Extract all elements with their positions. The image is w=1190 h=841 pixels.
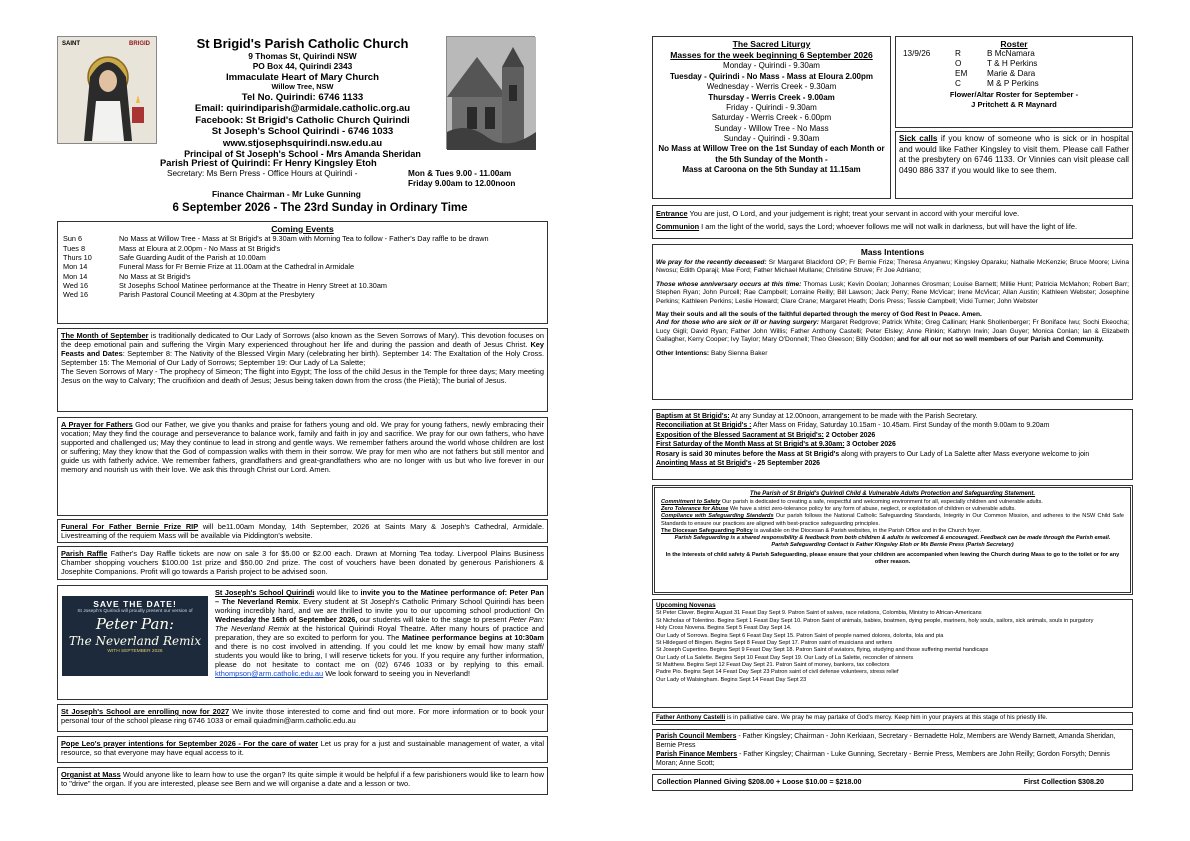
save-the-date-poster [62, 596, 208, 676]
principal-line: Principal of St Joseph's School - Mrs Amanda Sheridan [184, 149, 421, 160]
event-day: Wed 16 [63, 290, 89, 300]
diocesan-policy-text: is available on the Diocesan & Parish websites, in the Parish Office and in the Church foyer. [752, 527, 982, 534]
novena-line: Our Lady of Sorrows. Begins Sept 6 Feast Day Sept 15. Patron Saint of people named dolores, dolorita, lola and pia [656, 632, 944, 639]
sick-list: Margaret Redgrove; Patrick White; Greg Callinan; Hank Shollenberger; Fr Boniface Iwu; Sochi Ekeocha; Lucy Gigli; David Ryan; Father John Willis; Father Anthony Castelli; Peter Elsley; Anne Rinkin; Kathryn Irwin; Joan Guyer; Monica Conlan; Ian & Elizabeth Gallagher, Kerry Cooper; Ivy Taylor; Mary O'Donnell; Theo Gleeson; Billy Godden; [656, 319, 1129, 344]
sacred-liturgy-box [652, 36, 891, 199]
safeguarding-box [652, 485, 1133, 595]
event-day: Thurs 10 [63, 253, 92, 263]
roster-table [899, 49, 1043, 89]
roster-title: Roster [1000, 39, 1028, 49]
enrolling-box [57, 704, 548, 732]
event-row [61, 234, 544, 243]
roster-row [899, 69, 1043, 79]
month-september-text1: is traditionally dedicated to Our Lady of Sorrows (also known as the Seven Sorrows of Mary). This devotion focuses on the deep emotional pain and suffering the Virgin Mary experienced throughout her life and during the passion and death of Jesus Christ. [61, 331, 544, 350]
novena-line: St Hildegard of Bingen. Begins Sept 8 Feast Day Sept 17. Patron saint of musicians and writers [656, 639, 893, 646]
prayer-fathers-text: God our Father, we give you thanks and praise for fathers young and old. We pray for young fathers, newly embracing their vocation; May they find the courage and perseverance to balance work, family and faith in joy and sacrifice. We pray for our own fathers, who have supported and challenged us; May they continue to lead in strong and gentle ways. We remember fathers around the world whose children are lost or suffering; May they know that the God of compassion walks with them in their sorrow. We pray for men who are not fathers but still mentor and guide us with fatherly advice. We remember fathers, grandfathers and great-grandfathers who are no longer with us but who live forever in our memory and nourish us with their love. We ask this through Christ our Lord. Amen. [61, 420, 544, 475]
saint-brigid-icon-image [57, 36, 157, 144]
zero-tolerance-label: Zero Tolerance for Abuse [661, 506, 729, 513]
enrolling-text: We invite those interested to come and find out more. For more information or to book your personal tour of the school please ring 6746 1033 or email quiadmin@arm.catholic.edu.au [61, 707, 545, 726]
sacrament-line [656, 431, 1129, 440]
safeguarding-title: The Parish of St Brigid's Quirindi Child & Vulnerable Adults Protection and Safeguarding Statement. [749, 491, 1036, 497]
coming-events-title: Coming Events [271, 224, 334, 234]
telephone: Tel No. Quirindi: 6746 1133 [241, 91, 364, 103]
coming-events-box [57, 221, 548, 324]
liturgy-line: No Mass at Willow Tree on the 1st Sunday of each Month or the 5th Sunday of the Month - [658, 144, 885, 164]
event-day: Mon 14 [63, 271, 88, 281]
other-intentions-text: Baby Sienna Baker [709, 349, 768, 357]
roster-role: O [955, 59, 962, 69]
roster-role: R [955, 49, 961, 59]
sister-church-name: Immaculate Heart of Mary Church [225, 71, 379, 83]
event-day: Mon 14 [63, 262, 88, 272]
sick-calls-text: if you know of someone who is sick or in hospital and would like Father Kingsley to visit them. Please call Father at the presbytery on 6746 1133. Or Vinnies can visit please call 0490 886 337 if you would like to see them. [899, 134, 1129, 175]
novena-line: Holy Cross Novena. Begins Sept 5 Feast Day Sept 14. [656, 625, 792, 632]
pope-intentions-text: Let us pray for a just and sustainable management of water, a vital resource, so that everyone may have equal access to it. [61, 739, 544, 758]
entrance-text: You are just, O Lord, and your judgement is right; treat your servant in accord with your merciful love. [687, 209, 1020, 218]
sunday-title: 6 September 2026 - The 23rd Sunday in Ordinary Time [172, 202, 468, 214]
secretary-line: Secretary: Ms Bern Press - Office Hours at Quirindi - [167, 169, 358, 178]
event-row [61, 253, 544, 262]
finance-members-heading: Parish Finance Members [656, 751, 738, 759]
novena-line: St Joseph Cupertino. Begins Sept 9 Feast Day Sept 18. Patron Saint of aviators, flying, studying and those suffering mental handicaps [656, 647, 989, 654]
event-text: No Mass at Willow Tree - Mass at St Brigid's at 9.30am with Morning Tea to follow - Father's Day raffle to be drawn [119, 234, 489, 244]
roster-names: B McNamara [987, 49, 1035, 59]
matinee-heading: St Joseph's School Quirindi [215, 588, 315, 597]
communion-heading: Communion [656, 222, 700, 232]
collection-planned: Collection Planned Giving $208.00 + Loose $10.00 = $218.00 [657, 777, 862, 786]
event-text: St Josephs School Matinee performance at the Theatre in Henry Street at 10.30am [119, 281, 387, 291]
event-row [61, 272, 544, 281]
first-collection: First Collection $308.20 [1023, 777, 1104, 786]
sacrament-heading: Anointing Mass at St Brigid's [656, 459, 752, 467]
liturgy-line: Monday - Quirindi - 9.30am [723, 61, 820, 71]
sacrament-heading: Baptism at St Brigid's: [656, 413, 730, 420]
liturgy-line: Saturday - Werris Creek - 6.00pm [711, 113, 832, 123]
sacrament-line [656, 450, 1129, 459]
liturgy-line: Sunday - Willow Tree - No Mass [714, 123, 829, 133]
event-text: Safe Guarding Audit of the Parish at 10.00am [119, 253, 266, 263]
pope-intentions-heading: Pope Leo's prayer intentions for September 2026 - For the care of water [61, 739, 319, 748]
sick-calls-box [895, 131, 1133, 199]
poster-title-line1: Peter Pan: [95, 615, 175, 634]
coming-events-table [61, 234, 544, 299]
roster-names: M & P Perkins [987, 79, 1039, 89]
church-name: St Brigid's Parish Catholic Church [196, 36, 409, 51]
recently-deceased-list: Sr Margaret Blackford OP; Fr Bernie Frize; Theresa Anyanwu; Kingsley Oparaku; Nathalie McKenzie; Bruce Moore; Livina Nwosu; Edith Oparaji; Mae Ford; Father Michael Mullane; Christine Struve; Fr Joe Adriano; [656, 258, 1129, 275]
matinee-text5: and there is no cost involved in attending. If you could let me know by email how many staff/ students you would like to bring, I will reserve tickets for you. If you require any further information, please do not hesitate to contact me on (02) 6746 1033 or by replying to this email. [215, 642, 544, 670]
save-the-date-title: SAVE THE DATE! [93, 599, 177, 609]
sacrament-heading: Exposition of the Blessed Sacrament at St Brigid's: [656, 431, 824, 439]
raffle-text: Father's Day Raffle tickets are now on sale 3 for $5.00 or $2.00 each. Drawn at Morning Tea today. Liverpool Plains Business Chamber shopping vouchers $100.00 1st prize and $50.00 2nd prize. The cost of vouchers have been donated by generous Parishioners & Josephite Companions. Profit will go towards a Parish project to be advised soon. [61, 549, 544, 577]
compliance-text: Our parish follows the National Catholic Safeguarding Standards, Integrity in Our Common Mission, and adheres to the NSW Child Safe Standards to ensure our practices are aligned with best-practice safeguarding principles. [661, 513, 1124, 527]
pope-intentions-box [57, 736, 548, 763]
sacrament-heading: First Saturday of the Month Mass at St Brigid's at 9.30am: [656, 441, 845, 449]
address-line2: PO Box 44, Quirindi 2343 [252, 60, 353, 71]
sacrament-line [656, 459, 1129, 468]
facebook-page[interactable]: Facebook: St Brigid's Catholic Church Quirindi [195, 114, 410, 126]
roster-date-blank [899, 59, 951, 69]
event-text: No Mass at St Brigid's [119, 271, 191, 281]
office-hours-friday: Friday 9.00am to 12.00noon [408, 179, 516, 188]
key-feasts-label: Key Feasts and Dates [61, 340, 544, 359]
novena-line: St Nicholas of Tolentino. Begins Sept 1 Feast Day Sept 10. Patron Saint of animals, babies, boatmen, dying people, mariners, holy souls, sailors, sick animals, souls in purgatory [656, 617, 1094, 624]
liturgy-subtitle: Masses for the week beginning 6 September 2026 [670, 50, 873, 61]
matinee-show-title: Peter Pan: The Neverland Remix [215, 615, 545, 634]
zero-tolerance-text: We have a strict zero-tolerance policy for any form of abuse, neglect, or exploitation of children or vulnerable adults. [728, 506, 1016, 513]
sacrament-line [656, 440, 1129, 449]
novena-line: Our Lady of Walsingham. Begins Sept 14 Feast Day Sept 23 [656, 676, 807, 683]
organist-heading: Organist at Mass [61, 770, 121, 779]
event-day: Tues 8 [63, 243, 86, 253]
sick-list-end: and for all our not so well members of our Parish and Community. [895, 336, 1104, 344]
organist-box [57, 767, 548, 795]
sacrament-heading: Rosary is said 30 minutes before the Mass at St Brigid's [656, 450, 840, 458]
finance-members-text: - Father Kingsley; Chairman - Luke Gunning, Secretary - Bernie Press, Members are John Reilly; Gordon Forsyth; Dennis Moran; Anne Scott; [656, 751, 1110, 768]
event-day: Sun 6 [63, 234, 83, 244]
funeral-heading: Funeral For Father Bernie Frize RIP [61, 522, 199, 531]
roster-row [899, 79, 1043, 89]
sick-label: And for those who are sick or ill or having surgery: [656, 319, 819, 327]
matinee-invite: invite you to the Matinee performance of: Peter Pan – The Neverland Remix [215, 588, 544, 607]
roster-date-blank [899, 69, 951, 79]
matinee-email-link[interactable]: kthompson@arm.catholic.edu.au [215, 669, 324, 679]
raffle-heading: Parish Raffle [61, 549, 108, 558]
collection-box [652, 774, 1133, 791]
school-phone: St Joseph's School Quirindi - 6746 1033 [211, 126, 394, 138]
raffle-box [57, 546, 548, 580]
castelli-text: is in palliative care. We pray he may partake of God's mercy. Keep him in your prayers at this stage of his priestly life. [725, 714, 1048, 721]
novenas-box [652, 599, 1133, 708]
may-their-souls: May their souls and all the souls of the faithful departed through the mercy of God Rest In Peace. Amen. [656, 310, 982, 318]
recently-deceased-label: We pray for the recently deceased: [656, 258, 767, 266]
liturgy-line: Friday - Quirindi - 9.30am [726, 102, 817, 112]
roster-names: T & H Perkins [987, 59, 1038, 69]
sacrament-text: At any Sunday at 12.00noon, arrangement to be made with the Parish Secretary. [729, 413, 978, 420]
council-text: - Father Kingsley; Chairman - John Kerkiaan, Secretary - Bernadette Holz, Members are Wendy Barnett, Amanda Sheridan, Bernie Press [656, 733, 1116, 750]
right-page [595, 0, 1190, 841]
novena-line: Padre Pio. Begins Sept 14 Feast Day Sept 23 Patron saint of civil defense volunteers, stress relief [656, 669, 899, 676]
novena-line: St Peter Claver. Begins August 31 Feast Day Sept 9. Patron Saint of salves, race relations, Colombia, Ministry to African-Americans [656, 610, 982, 617]
sacrament-text: along with prayers to Our Lady of La Salette after Mass everyone welcome to join [839, 450, 1090, 458]
child-safety-note: In the interests of child safety & Parish Safeguarding, please ensure that your children are accompanied when leaving the Church during Mass to go to the toilet or for any other reason. [665, 551, 1120, 565]
sacrament-text: After Mass on Friday, Saturday 10.15am - 10.45am. First Sunday of the month 9.00am to 9.20am [751, 422, 1050, 430]
event-row [61, 262, 544, 271]
sacrament-text: 3 October 2026 [844, 441, 896, 449]
novena-line: Our Lady of La Salette. Begins Sept 10 Feast Day Sept 19. Our Lady of La Salette, reconciler of sinners [656, 654, 914, 661]
sacrament-heading: Reconciliation at St Brigid's : [656, 422, 752, 430]
liturgy-line: Sunday - Quirindi - 9.30am [723, 134, 820, 144]
liturgy-title: The Sacred Liturgy [732, 39, 811, 49]
seven-sorrows-text: The Seven Sorrows of Mary - The prophecy of Simeon; The flight into Egypt; The loss of the child Jesus in the Temple for three days; Mary meeting Jesus on the way to Calvary; The crucifixion and death of Jesus; Jesus being taken down from the cross (the Pietà); The burial of Jesus. [61, 367, 544, 386]
castelli-heading: Father Anthony Castelli [656, 714, 726, 721]
shared-responsibility: Parish Safeguarding is a shared responsibility & feedback from both children & adults is welcomed & encouraged. Feedback can be made through the Parish email. [674, 535, 1111, 542]
roster-row [899, 49, 1043, 59]
mass-intentions-title: Mass Intentions [860, 247, 925, 257]
event-row [61, 281, 544, 290]
funeral-text: will be11.00am Monday, 14th September, 2026 at Saints Mary & Joseph's Cathedral, Armidale. Livestreaming of the requiem Mass will be available via Piddington's website. [61, 522, 544, 541]
safeguarding-contact: Parish Safeguarding Contact is Father Kingsley Etoh or Ms Bernie Press (Parish Secretary) [771, 542, 1014, 549]
poster-note: WITH SEPTEMBER 2026 [107, 648, 163, 654]
icon-label-saint: SAINT [62, 41, 80, 47]
anniversary-list: Thomas Lusk; Kevin Doolan; Johannes Grosman; Louise Barnett; Millie Hunt; Patricia McMahon; Robert Barr; Stephen Ryan; John Purcell; Rae Campbell; Lorraine Reilly; Bill Lawson; Jack Perry; Rene McVicar; Irene McVicar; Allan Austin; Kathleen Webster; Josephine Perkins; Kathleen Perkins; Leslie Howard; Clare Crane; Margaret Heath; Doris Press; Tessie Campbell; Vicki Turner; John Webster [656, 280, 1129, 305]
roster-box [895, 36, 1133, 128]
icon-label-brigid: BRIGID [129, 41, 150, 47]
sister-church-location: Willow Tree, NSW [271, 82, 334, 92]
roster-date: 13/9/26 [903, 49, 931, 59]
commitment-label: Commitment to Safety [661, 498, 721, 505]
castelli-box [652, 712, 1133, 725]
flower-roster-names: J Pritchett & R Maynard [971, 99, 1057, 109]
matinee-text2: . Every student at St Joseph's Catholic Primary School Quirindi has been working incredibly hard, and we are thrilled to invite you to our upcoming school production! On [215, 597, 544, 616]
month-september-heading: The Month of September [61, 331, 149, 340]
organist-text: Would anyone like to learn how to use the organ? Its quite simple it would be helpful if a few parishioners would like to learn how to "drive" the organ. If you are interested, please see Bern and we will organise a date and a lesson or two. [61, 770, 544, 789]
roster-date-blank [899, 79, 951, 89]
liturgy-line: Tuesday - Quirindi - No Mass - Mass at Eloura 2.00pm [669, 71, 873, 81]
sacraments-box [652, 409, 1133, 480]
parish-header [160, 36, 445, 160]
commitment-text: Our parish is dedicated to creating a safe, respectful and welcoming environment for all, especially children and vulnerable adults. [720, 498, 1043, 505]
council-heading: Parish Council Members [656, 733, 737, 740]
prayer-fathers-box [57, 417, 548, 516]
sacrament-text: - 25 September 2026 [751, 459, 820, 467]
event-text: Funeral Mass for Fr Bernie Frize at 11.00am at the Cathedral in Armidale [119, 262, 355, 272]
flower-roster: Flower/Altar Roster for September - [949, 90, 1079, 100]
matinee-text6: We look forward to seeing you in Neverland! [323, 669, 471, 679]
school-website-link[interactable]: www.stjosephsquirindi.nsw.edu.au [222, 137, 383, 149]
entrance-communion-box [652, 205, 1133, 239]
novenas-title: Upcoming Novenas [656, 602, 716, 609]
diocesan-policy-label: The Diocesan Safeguarding Policy [661, 527, 753, 534]
roster-row [899, 59, 1043, 69]
roster-names: Marie & Dara [987, 69, 1036, 79]
matinee-text3: our students will take to the stage to present [357, 615, 509, 625]
communion-text: I am the light of the world, says the Lord; whoever follows me will not walk in darkness, but will have the light of life. [699, 222, 1078, 232]
funeral-box [57, 519, 548, 543]
roster-role: EM [955, 69, 968, 79]
council-box [652, 729, 1133, 770]
poster-subtitle: St Joseph's Quirindi will proudly present our version of [77, 609, 193, 615]
parish-email[interactable]: Email: quirindiparish@armidale.catholic.org.au [194, 103, 411, 115]
event-text: Mass at Eloura at 2.00pm - No Mass at St Brigid's [119, 243, 281, 253]
mass-intentions-box [652, 244, 1133, 400]
parish-priest: Parish Priest of Quirindi: Fr Henry Kingsley Etoh [160, 157, 377, 168]
sick-calls-heading: Sick calls [899, 134, 938, 143]
prayer-fathers-heading: A Prayer for Fathers [61, 420, 133, 429]
month-september-box [57, 328, 548, 412]
novena-line: St Matthew. Begins Sept 12 Feast Day Sept 21. Patron Saint of money, bankers, tax collectors [656, 662, 890, 669]
finance-chairman: Finance Chairman - Mr Luke Gunning [212, 189, 361, 199]
matinee-date: Wednesday the 16th of September 2026, [215, 615, 358, 625]
anniversary-label: Those whose anniversary occurs at this time: [656, 280, 802, 288]
entrance-heading: Entrance [656, 209, 688, 218]
liturgy-line: Mass at Caroona on the 5th Sunday at 11.15am [682, 165, 861, 175]
poster-title-line2: The Neverland Remix [68, 633, 202, 648]
roster-role: C [955, 79, 961, 89]
address-line1: 9 Thomas St, Quirindi NSW [248, 50, 357, 61]
event-text: Parish Pastoral Council Meeting at 4.30pm at the Presbytery [119, 290, 315, 300]
compliance-label: Compliance with Safeguarding Standards [661, 513, 774, 520]
sacrament-line [656, 421, 1129, 430]
event-row [61, 244, 544, 253]
liturgy-line: Thursday - Werris Creek - 9.00am [708, 92, 835, 102]
church-photo-image [446, 36, 535, 149]
matinee-text1: would like to [314, 588, 361, 597]
event-day: Wed 16 [63, 281, 89, 291]
event-row [61, 290, 544, 299]
month-september-text2: : September 8: The Nativity of the Blessed Virgin Mary (celebrating her birth). September 14: The Exaltation of the Holy Cross. September 15: The Memorial of Our Lady of Sorrows; September 19: Our Lady of La Salette; [61, 349, 544, 368]
office-hours-mon-tues: Mon & Tues 9.00 - 11.00am [408, 169, 512, 178]
other-intentions-label: Other Intentions: [656, 349, 710, 357]
sacrament-line [656, 412, 1129, 421]
matinee-text4: at the historical Quirindi Royal Theatre. After many hours of practice and preparation, they are so excited to perform for you. The [215, 624, 544, 643]
enrolling-heading: St Joseph's School are enrolling now for 2027 [61, 707, 230, 716]
sacrament-text: 2 October 2026 [823, 431, 876, 439]
liturgy-line: Wednesday - Werris Creek - 9.30am [706, 82, 837, 92]
matinee-start-time: Matinee performance begins at 10:30am [401, 633, 544, 643]
